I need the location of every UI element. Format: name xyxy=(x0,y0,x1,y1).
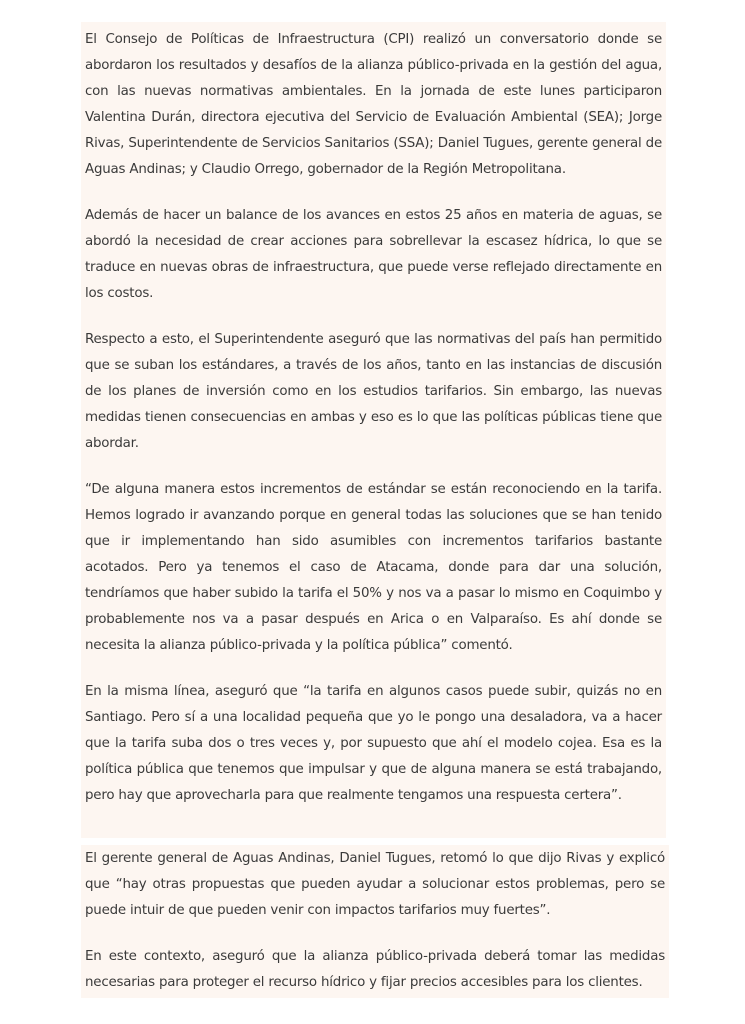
paragraph-superintendente: Respecto a esto, el Superintendente aseguró que las normativas del país han permitido que se suban los estándares, a través de los años, tanto en las instancias de discusión de los planes de inversión como en los estudios tarifarios. Sin embargo, las nuevas medidas tienen consecuencias en ambas y eso es lo que las políticas públicas tiene que abordar. xyxy=(85,332,662,451)
paragraph-contexto: En este contexto, aseguró que la alianza público-privada deberá tomar las medidas necesarias para proteger el recurso hídrico y fijar precios accesibles para los clientes. xyxy=(85,949,665,990)
article-block-1 xyxy=(81,22,666,838)
paragraph-misma-linea: En la misma línea, aseguró que “la tarifa en algunos casos puede subir, quizás no en Santiago. Pero sí a una localidad pequeña que yo le pongo una desaladora, va a hacer que la tarifa suba dos o tres veces y, por supuesto que ahí el modelo cojea. Esa es la política pública que tenemos que impulsar y que de alguna manera se está trabajando, pero hay que aprovecharla para que realmente tengamos una respuesta certera”. xyxy=(85,684,662,803)
paragraph-quote-rivas: “De alguna manera estos incrementos de estándar se están reconociendo en la tarifa. Hemos logrado ir avanzando porque en general todas las soluciones que se han tenido que ir implementando han sido asumibles con incrementos tarifarios bastante acotados. Pero ya tenemos el caso de Atacama, donde para dar una solución, tendríamos que haber subido la tarifa el 50% y nos va a pasar lo mismo en Coquimbo y probablemente nos va a pasar después en Arica o en Valparaíso. Es ahí donde se necesita la alianza público-privada y la política pública” comentó. xyxy=(85,482,662,653)
paragraph-balance: Además de hacer un balance de los avances en estos 25 años en materia de aguas, se abordó la necesidad de crear acciones para sobrellevar la escasez hídrica, lo que se traduce en nuevas obras de infraestructura, que puede verse reflejado directamente en los costos. xyxy=(85,208,662,301)
article-block-2 xyxy=(81,845,669,998)
paragraph-intro: El Consejo de Políticas de Infraestructura (CPI) realizó un conversatorio donde se abordaron los resultados y desafíos de la alianza público-privada en la gestión del agua, con las nuevas normativas ambientales. En la jornada de este lunes participaron Valentina Durán, directora ejecutiva del Servicio de Evaluación Ambiental (SEA); Jorge Rivas, Superintendente de Servicios Sanitarios (SSA); Daniel Tugues, gerente general de Aguas Andinas; y Claudio Orrego, gobernador de la Región Metropolitana. xyxy=(85,32,662,177)
paragraph-tugues: El gerente general de Aguas Andinas, Daniel Tugues, retomó lo que dijo Rivas y explicó que “hay otras propuestas que pueden ayudar a solucionar estos problemas, pero se puede intuir de que pueden venir con impactos tarifarios muy fuertes”. xyxy=(85,851,665,918)
